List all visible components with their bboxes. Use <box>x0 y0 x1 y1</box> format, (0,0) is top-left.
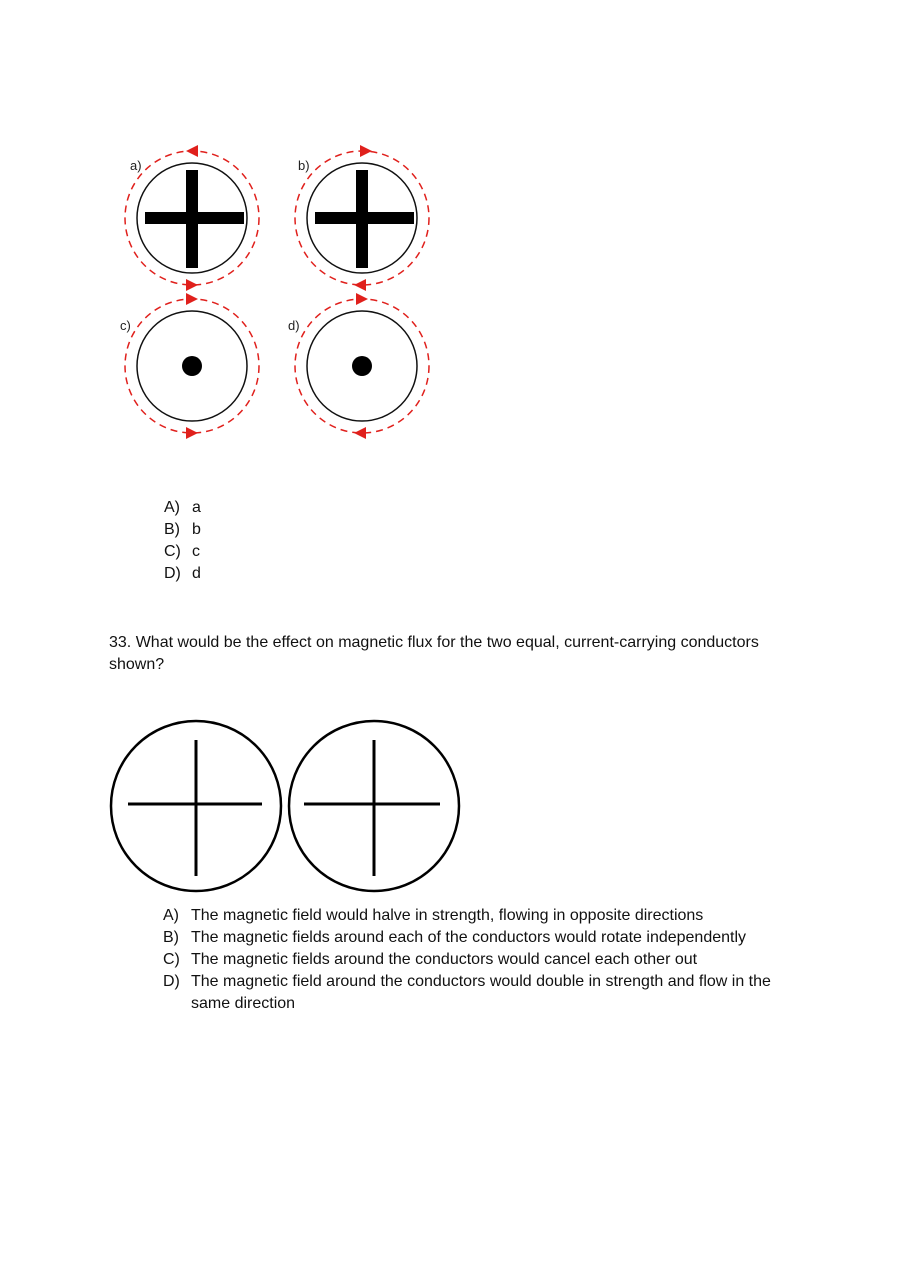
conductor-diagram <box>110 140 450 450</box>
option-key: B) <box>164 521 180 538</box>
dot-c <box>182 356 202 376</box>
label-b: b) <box>298 158 310 173</box>
option-text: The magnetic fields around each of the conductors would rotate independently <box>191 929 747 946</box>
option-key: D) <box>163 973 180 990</box>
option-d[interactable] <box>163 971 803 1015</box>
cross-horizontal-a <box>145 212 244 224</box>
q32-options <box>164 497 201 585</box>
option-text: The magnetic field would halve in strength, flowing in opposite directions <box>191 907 704 924</box>
arrow-right-icon <box>186 293 198 305</box>
conductor-c <box>125 293 259 439</box>
option-a[interactable] <box>163 905 803 927</box>
arrow-right-icon <box>356 293 368 305</box>
question-33-prompt: 33. What would be the effect on magnetic flux for the two equal, current-carrying conductors shown? <box>109 634 759 673</box>
arrow-right-icon <box>360 145 372 157</box>
conductor-b <box>295 145 429 291</box>
conductor-a <box>125 145 259 291</box>
option-text: The magnetic field around the conductors would double in strength and flow in the same direction <box>191 973 771 1012</box>
option-text: a <box>192 499 201 516</box>
option-a[interactable] <box>164 497 201 519</box>
label-c: c) <box>120 318 131 333</box>
arrow-left-icon <box>186 145 198 157</box>
option-text: b <box>192 521 201 538</box>
option-c[interactable] <box>163 949 803 971</box>
option-key: C) <box>163 951 180 968</box>
two-conductors-diagram <box>105 718 465 894</box>
option-b[interactable] <box>163 927 803 949</box>
option-b[interactable] <box>164 519 201 541</box>
conductor-d <box>295 293 429 439</box>
dot-d <box>352 356 372 376</box>
arrow-right-icon <box>186 427 198 439</box>
conductor-left <box>111 721 281 891</box>
conductor-diagram-svg <box>110 140 450 450</box>
two-conductors-svg <box>105 718 465 894</box>
option-text: The magnetic fields around the conductors would cancel each other out <box>191 951 698 968</box>
option-key: D) <box>164 565 181 582</box>
option-c[interactable] <box>164 541 201 563</box>
option-key: B) <box>163 929 179 946</box>
option-key: A) <box>163 907 179 924</box>
label-d: d) <box>288 318 300 333</box>
cross-horizontal-b <box>315 212 414 224</box>
arrow-left-icon <box>354 427 366 439</box>
conductor-right <box>289 721 459 891</box>
option-text: d <box>192 565 201 582</box>
option-text: c <box>192 543 200 560</box>
option-d[interactable] <box>164 563 201 585</box>
arrow-left-icon <box>354 279 366 291</box>
q33-options <box>163 905 803 1015</box>
option-key: C) <box>164 543 181 560</box>
label-a: a) <box>130 158 142 173</box>
arrow-right-icon <box>186 279 198 291</box>
option-key: A) <box>164 499 180 516</box>
